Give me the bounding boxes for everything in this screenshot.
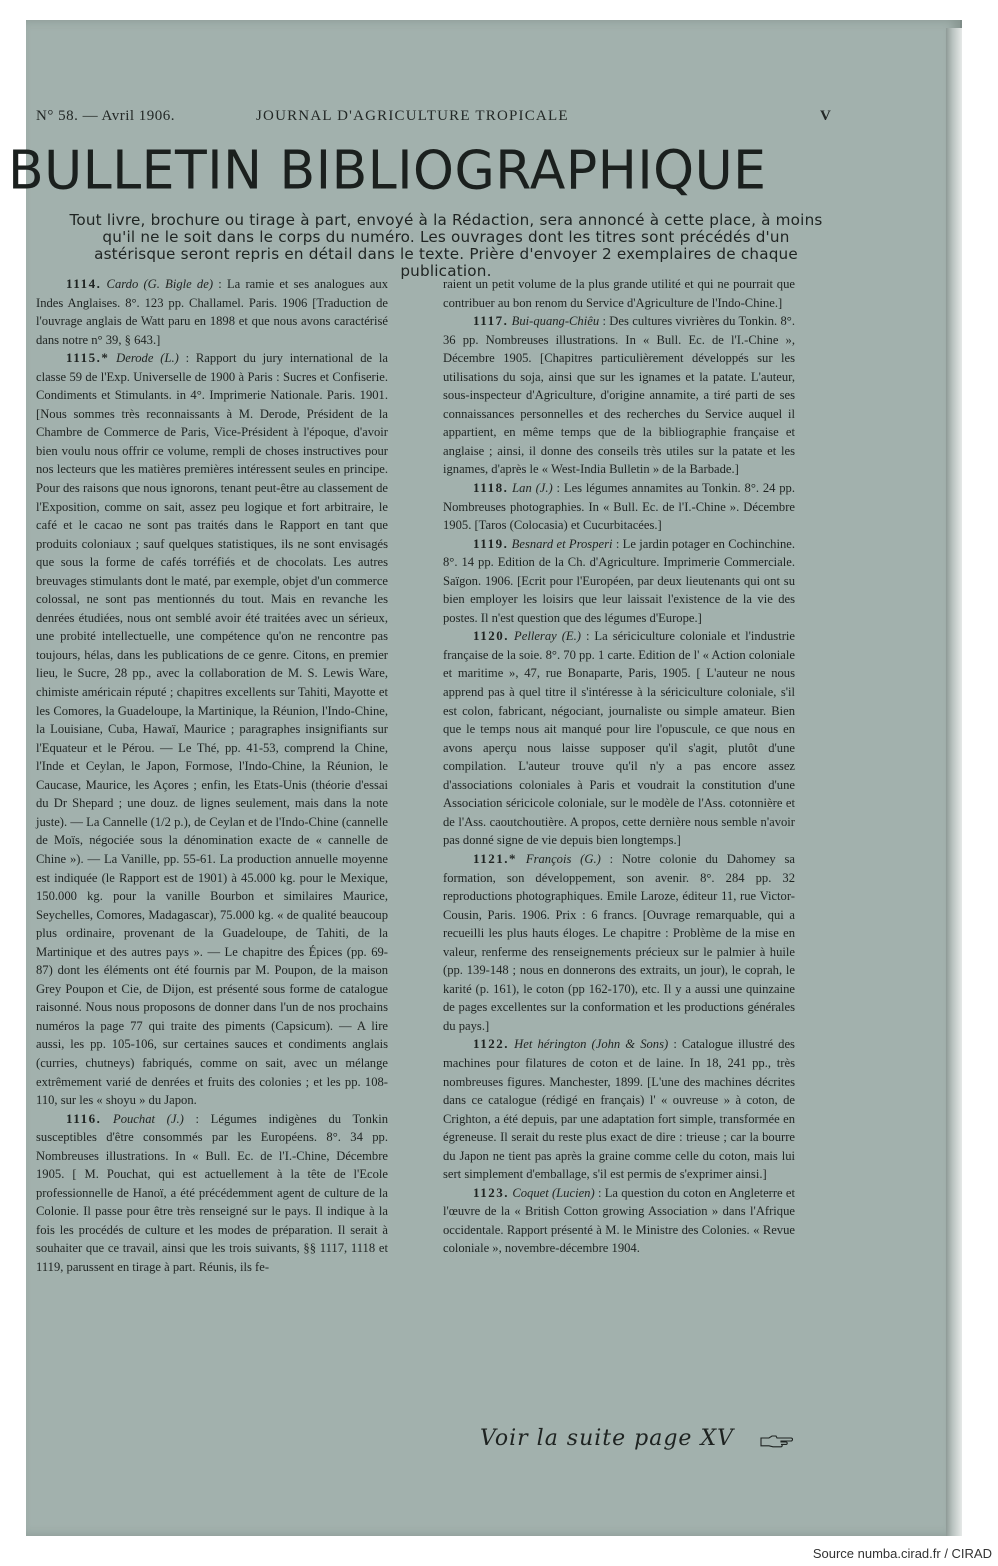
bibliography-entry: [443, 535, 795, 628]
bibliography-entry: [443, 275, 795, 312]
entry-text: : Notre colonie du Dahomey sa formation, son développement, son avenir. 8°. 284 pp. 32 reproductions photographiques. Emile Laroze, éditeur 11, rue Victor-Cousin, Paris. 1906. Prix : 6 francs. [Ouvrage remarquable, qui a recueilli les plus hauts éloges. Le chapitre : Problème de la mise en valeur, renferme des renseignements précieux sur le palmier à huile (pp. 139-148 ; nous en donnerons des extraits, un jour), le coprah, le karité (p. 161), le coton (pp 162-170), etc. Il y a aussi une quinzaine de pages excellentes sur la conformation et les productions générales du pays.]: [443, 851, 795, 1033]
entry-number: 1123.: [473, 1184, 510, 1200]
bibliography-entry: [36, 275, 388, 349]
bibliography-entry: [443, 1184, 795, 1258]
journal-name: JOURNAL D'AGRICULTURE TROPICALE: [256, 108, 569, 124]
entry-author: Besnard et Prosperi: [511, 536, 613, 551]
entry-number: 1114.: [66, 276, 102, 291]
entry-text: : Des cultures vivrières du Tonkin. 8°. 36 pp. Nombreuses illustrations. In « Bull. Ec. de l'I.-Chine », Décembre 1905. [Chapitres particulièrement développés sur les utilisations du soja, ainsi que sur les ignames et la patate. L'auteur, sous-inspecteur d'Agriculture, d'origine annamite, a tiré parti de ses connaissances personnelles et des recherches du Service auquel il appartient, en même temps que de la bibliographie française et anglaise ; ainsi, il donne des conseils très utiles sur la patate et les ignames, d'après le « West-India Bulletin » de la Barbade.]: [443, 314, 795, 477]
entry-number: 1115.*: [66, 350, 110, 366]
continuation-note: [480, 1426, 800, 1460]
entry-number: 1121.*: [473, 850, 518, 866]
entry-text: : Catalogue illustré des machines pour filatures de coton et de laine. In 18, 241 pp., très nombreuses figures. Manchester, 1899. [L'une des machines décrites dans ce catalogue (rédigé en français) l' « ouvreuse » à coton, de Crighton, a été depuis, par une adaptation fort simple, transformée en égreneuse. Il serait du reste plus exact de dire : trieuse ; car la bourre du Japon ne tient pas après la graine comme celle du coton, mais lui sert simplement d'emballage, s'il est permis de s'exprimer ainsi.]: [443, 1037, 795, 1182]
entry-author: Pouchat (J.): [113, 1111, 184, 1126]
pointing-hand-icon: [760, 1434, 794, 1448]
entry-author: François (G.): [525, 851, 601, 866]
bibliography-entry: [443, 627, 795, 850]
continuation-text: Voir la suite page XV: [480, 1426, 734, 1451]
entry-number: 1119.: [473, 535, 509, 551]
entry-number: 1117.: [473, 313, 509, 329]
source-credit: Source numba.cirad.fr / CIRAD: [812, 1546, 992, 1561]
left-column: [36, 275, 388, 1277]
entry-text: : Le jardin potager en Cochinchine. 8°. 14 pp. Edition de la Ch. d'Agriculture. Imprimerie Commerciale. Saïgon. 1906. [Ecrit pour l'Européen, par deux lieutenants qui ont su bien employer les loisirs que leur laissait l'existence de la vie des postes. Il n'est question que des légumes d'Europe.]: [443, 536, 796, 625]
entry-number: 1120.: [473, 628, 510, 644]
entry-text: : La sériciculture coloniale et l'industrie française de la soie. 8°. 70 pp. 1 carte. Edition de l' « Action coloniale et maritime », 47, rue Bonaparte, Paris, 1905. [ L'auteur ne nous apprend pas à quel titre il s'intéresse à la sériciculture coloniale, s'il est colon, fabricant, négociant, journaliste ou simple amateur. Bien que le temps nous ait manqué pour lire l'opuscule, ce que nous en avons aperçu nous laisse supposer qu'il s'agit, plutôt d'une compilation. L'auteur trouve qu'il n'y a pas encore assez d'associations coloniales à Paris et voudrait la constitution d'une Association séricicole coloniale, sur le modèle de l'Ass. cotonnière et de l'Ass. caoutchoutière. A propos, cette dernière nous semble n'avoir pas donné signe de vie depuis bien longtemps.]: [443, 629, 795, 848]
entry-author: Derode (L.): [116, 351, 179, 366]
entry-text: : Les légumes annamites au Tonkin. 8°. 24 pp. Nombreuses photographies. In « Bull. Ec. de l'I.-Chine ». Décembre 1905. [Taros (Colocasia) et Cucurbitacées.]: [443, 481, 795, 533]
entry-author: Coquet (Lucien): [512, 1185, 595, 1200]
bibliography-entry: [36, 349, 388, 1109]
intro-paragraph: Tout livre, brochure ou tirage à part, envoyé à la Rédaction, sera annoncé à cette place, à moins qu'il ne le soit dans le corps du numéro. Les ouvrages dont les titres sont précédés d'un astérisque seront repris en détail dans le texte. Prière d'envoyer 2 exemplaires de chaque publication.: [69, 211, 823, 280]
bibliography-entry: [36, 1110, 388, 1277]
page-edge: [946, 28, 962, 1536]
issue-number: N° 58. — Avril 1906.: [36, 108, 176, 124]
entry-author: Het hérington (John & Sons): [514, 1037, 669, 1052]
right-column: [443, 275, 795, 1258]
entry-text: : Légumes indigènes du Tonkin susceptibles d'être consommés par les Européens. 8°. 34 pp. Nombreuses illustrations. In « Bull. Ec. de l'I.-Chine, Décembre 1905. [ M. Pouchat, qui est actuellement à la tête de l'Ecole professionnelle de Hanoï, a été précédemment agent de culture de la Colonie. Il passe pour être très renseigné sur le pays. Il indique à la fois les procédés de culture et les modes de préparation. Il serait à souhaiter que ce travail, ainsi que les trois suivants, §§ 1117, 1118 et 1119, parussent en tirage à part. Réunis, ils fe-: [36, 1111, 388, 1274]
entry-text: : La question du coton en Angleterre et l'œuvre de la « British Cotton growing Association » dans l'Afrique occidentale. Rapport présenté à M. le Ministre des Colonies. « Revue coloniale », novembre-décembre 1904.: [443, 1185, 795, 1256]
bibliography-entry: [443, 479, 795, 535]
running-head: [36, 108, 836, 130]
bibliography-entry: [443, 850, 795, 1035]
entry-number: 1122.: [473, 1036, 510, 1052]
entry-author: Lan (J.): [512, 481, 553, 496]
entry-author: Bui-quang-Chiêu: [511, 314, 600, 329]
page-title: BULLETIN BIBLIOGRAPHIQUE: [8, 140, 767, 202]
entry-author: Pelleray (E.): [514, 629, 581, 644]
page-number: V: [820, 108, 832, 124]
entry-number: 1118.: [473, 480, 509, 496]
bibliography-entry: [443, 1035, 795, 1183]
entry-text: raient un petit volume de la plus grande utilité et qui ne pourrait que contribuer au bon renom du Service d'Agriculture de l'Indo-Chine.]: [443, 277, 795, 310]
entry-number: 1116.: [66, 1110, 102, 1126]
entry-text: : La ramie et ses analogues aux Indes Anglaises. 8°. 123 pp. Challamel. Paris. 1906 [Traduction de l'ouvrage anglais de Watt paru en 1898 et que nous avons caractérisé dans notre n° 39, § 643.]: [36, 277, 388, 347]
entry-text: : Rapport du jury international de la classe 59 de l'Exp. Universelle de 1900 à Paris : Sucres et Confiserie. Condiments et Stimulants. in 4°. Imprimerie Nationale. Paris. 1901. [Nous sommes très reconnaissants à M. Derode, Président de la Chambre de Commerce de Paris, Vice-Président à l'époque, d'avoir bien voulu nous offrir ce volume, rempli de choses instructives pour nos lecteurs que les matières premières intéressent seules en principe. Pour des raisons que nous ignorons, tenant peut-être au classement de l'Exposition, comme on sait, assez peu logique et fort arbitraire, le café et le cacao ne sont pas traités dans le Rapport en tant que produits coloniaux ; sauf quelques statistiques, ils ne sont envisagés que sous la forme de cafés torréfiés et de chocolats. Les autres breuvages stimulants dont le maté, par exemple, objet d'un commerce colossal, ne sont pas mentionnés du tout. Mais en revanche les denrées étudiées, nous ont semblé avoir été traitées avec un sérieux, une probité intellectuelle, une compétence qu'on ne rencontre pas toujours, hélas, dans les publications de ce genre. Citons, en premier lieu, le Sucre, 28 pp., avec la collaboration de M. S. Lewis Ware, chimiste américain réputé ; chapitres excellents sur Tahiti, Mayotte et les Comores, la Guadeloupe, la Martinique, la Réunion, l'Indo-Chine, la Louisiane, Cuba, Hawaï, Maurice ; paragraphes insignifiants sur l'Equateur et le Pérou. — Le Thé, pp. 41-53, comprend la Chine, l'Inde et Ceylan, le Japon, Formose, l'Indo-Chine, la Réunion, le Caucase, Maurice, les Açores ; enfin, les Etats-Unis (théorie d'essai du Dr Shepard ; une douz. de lignes seulement, mais dans la note juste). — La Cannelle (1/2 p.), de Ceylan et de l'Indo-Chine (cannelle de Moïs, négociée sous la dénomination exacte de « cannelle de Chine »). — La Vanille, pp. 55-61. La production annuelle moyenne est indiquée (le Rapport est de 1901) à 45.000 kg. pour le Mexique, 150.000 kg. pour la vanille Bourbon et similaires Maurice, Seychelles, Comores, Madagascar), 75.000 kg. « de qualité beaucoup plus ordinaire, provenant de la Guadeloupe, de Tahiti, de la Martinique et des autres pays ». — Le chapitre des Épices (pp. 69-87) dont les éléments ont été fournis par M. Poupon, de la maison Grey Poupon et Cie, de Dijon, est présenté sous forme de catalogue raisonné. Nous nous proposons de donner dans l'un de nos prochains numéros la page 77 qui traite des piments (Capsicum). — A lire aussi, les pp. 105-106, sur certaines sauces et condiments anglais (curries, chutneys) fabriqués, comme on sait, avec un mélange extrêmement varié de denrées et fruits des colonies ; et les pp. 108-110, sur les « shoyu » du Japon.: [36, 351, 388, 1108]
bibliography-entry: [443, 312, 795, 479]
entry-author: Cardo (G. Bigle de): [106, 277, 214, 291]
